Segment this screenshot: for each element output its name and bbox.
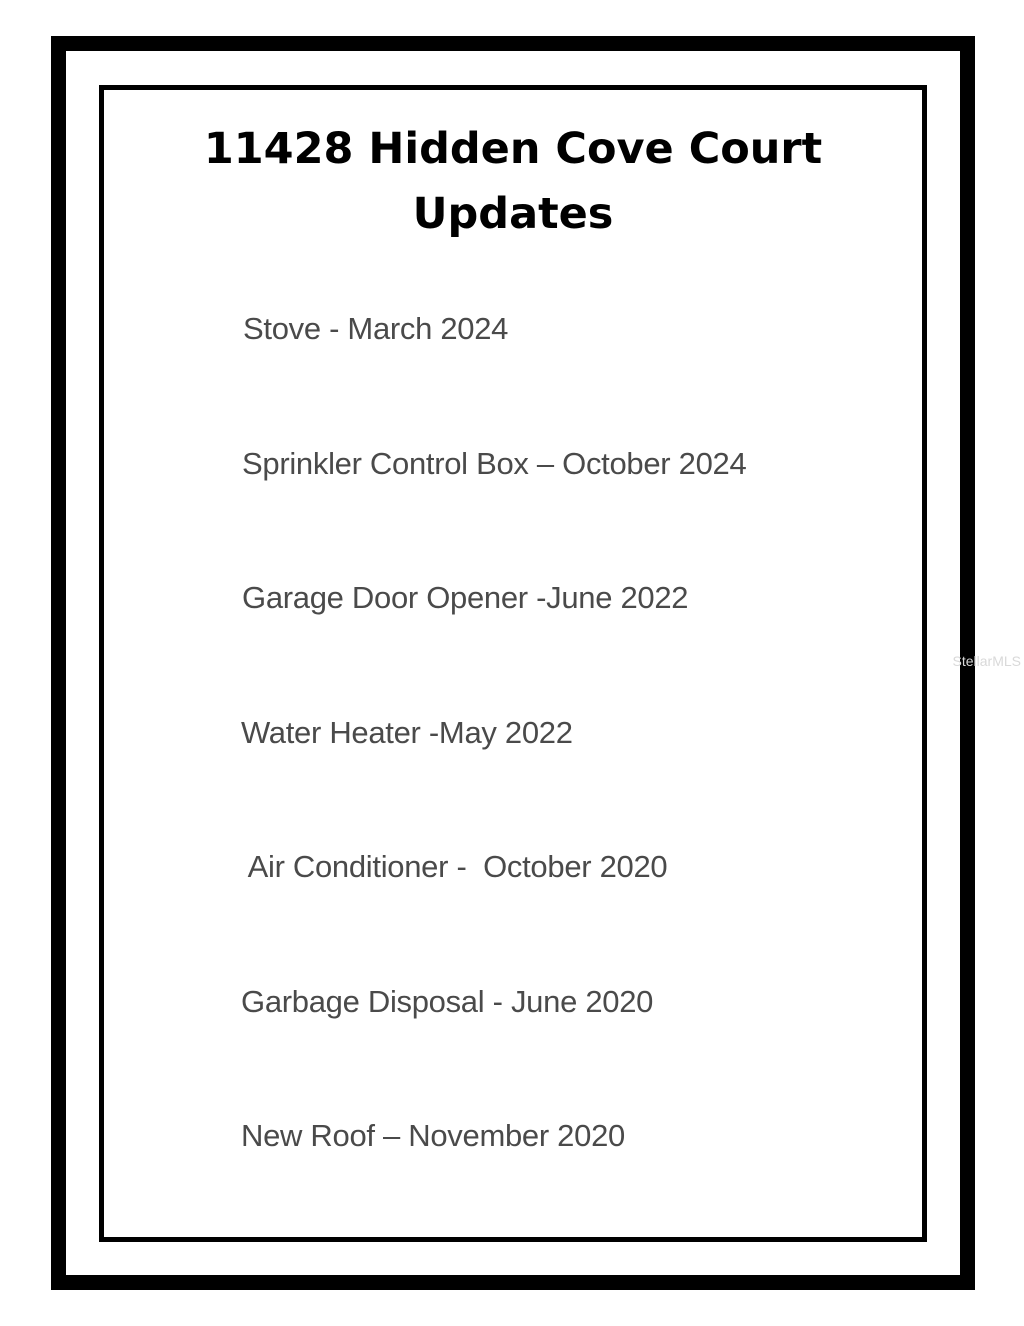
document-title: 11428 Hidden Cove Court	[203, 124, 823, 174]
update-item-garbage-disposal: Garbage Disposal - June 2020	[241, 984, 654, 1019]
inner-border-frame	[99, 85, 927, 1242]
update-item-air-conditioner: Air Conditioner - October 2020	[241, 849, 668, 884]
update-item-water-heater: Water Heater -May 2022	[241, 715, 573, 750]
update-item-new-roof: New Roof – November 2020	[241, 1118, 625, 1153]
watermark: StellarMLS	[952, 653, 1021, 669]
update-item-sprinkler-control-box: Sprinkler Control Box – October 2024	[242, 446, 747, 481]
update-item-garage-door-opener: Garage Door Opener -June 2022	[242, 580, 689, 615]
document-subtitle: Updates	[412, 189, 614, 239]
update-item-stove: Stove - March 2024	[243, 311, 509, 346]
